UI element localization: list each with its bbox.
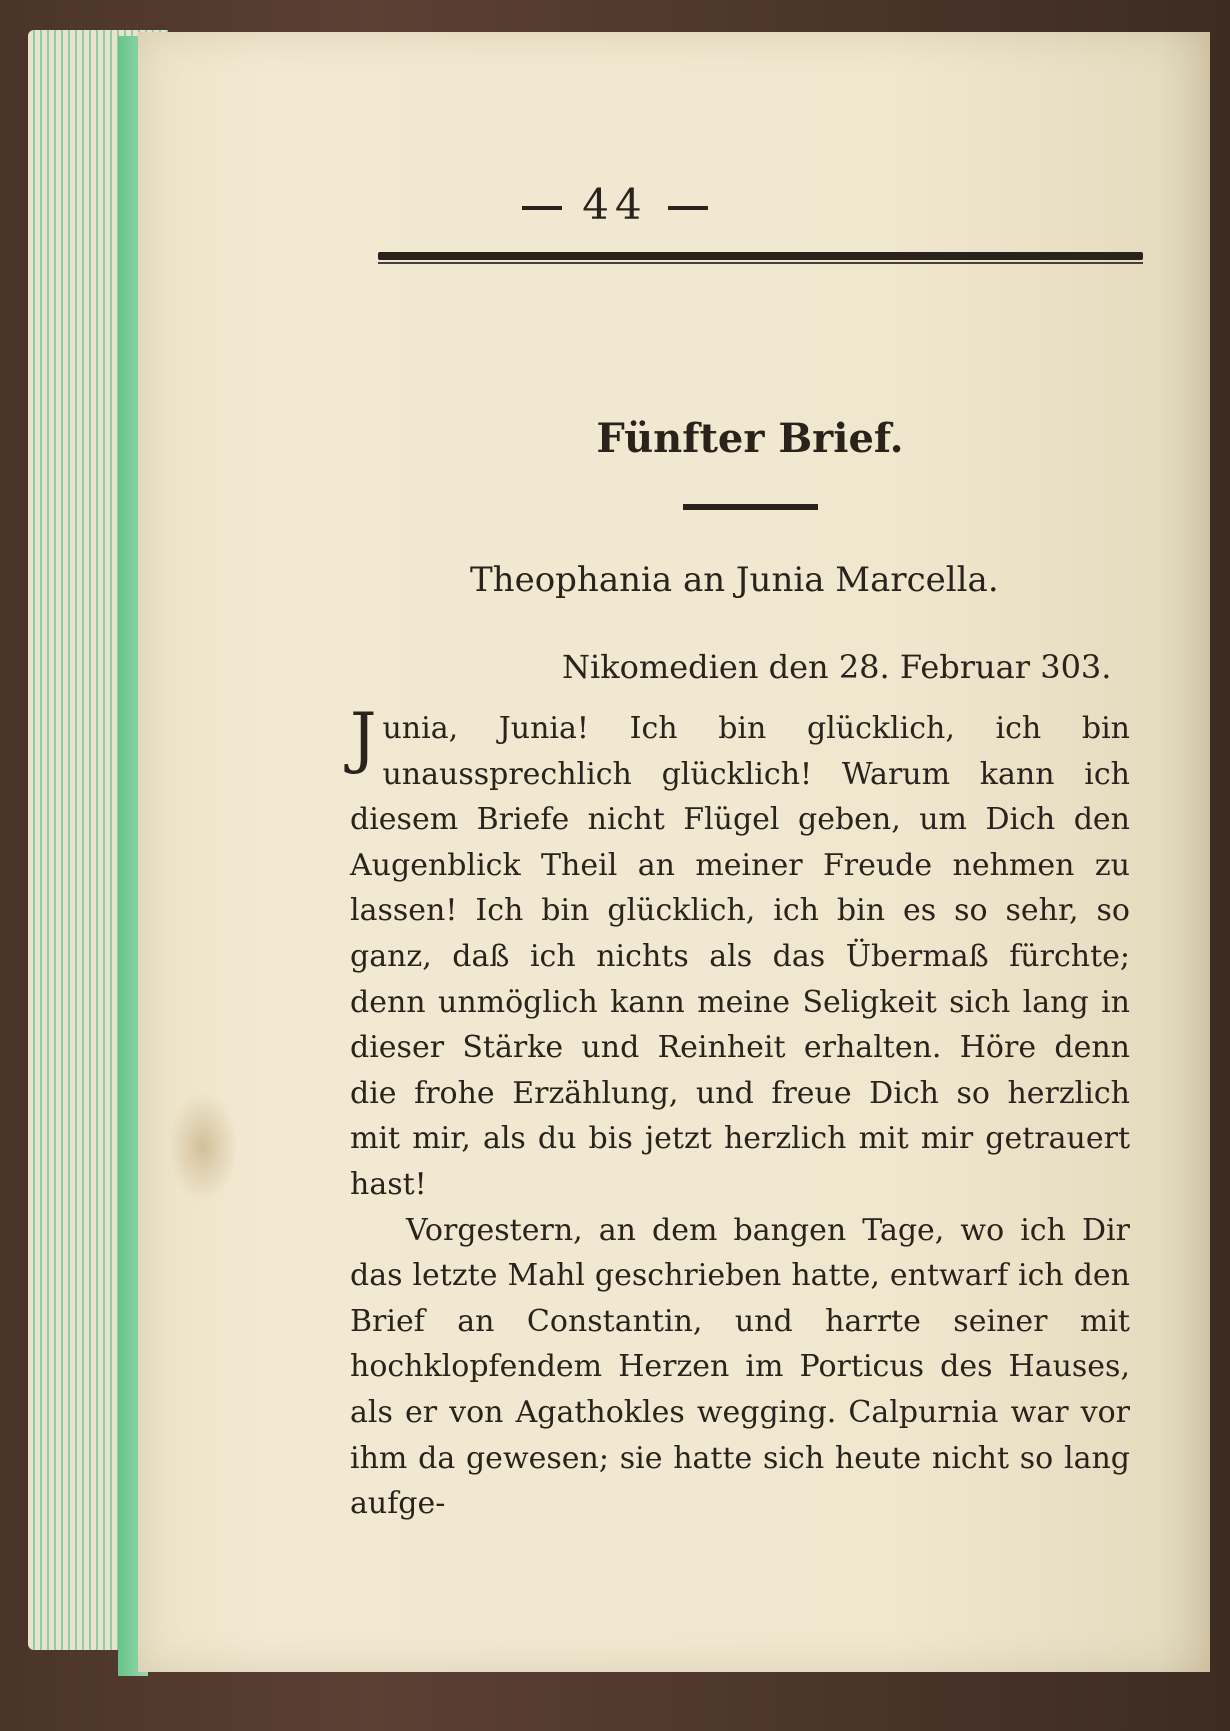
stain-mark <box>168 1092 238 1202</box>
chapter-heading: Fünfter Brief. <box>596 415 904 462</box>
header-rule-thin <box>378 262 1143 264</box>
heading-rule <box>683 504 818 510</box>
header-rule <box>378 252 1143 260</box>
dash-left <box>522 206 562 210</box>
letter-dateline: Nikomedien den 28. Februar 303. <box>562 648 1112 686</box>
paragraph-2: Vorgestern, an dem bangen Tage, wo ich Dir das letzte Mahl geschrieben hatte, entwarf ich den Brief an Constantin, und harrte seiner mit hochklopfendem Herzen im Porticus des Hauses, als er von Agathokles wegging. Calpurnia war vor ihm da gewesen; sie hatte sich heute nicht so lang aufge- <box>350 1212 1130 1522</box>
page-number <box>0 180 1230 229</box>
paragraph-1: Junia, Junia! Ich bin glücklich, ich bin unaussprechlich glücklich! Warum kann ich diesem Briefe nicht Flügel geben, um Dich den Augenblick Theil an meiner Freude nehmen zu lassen! Ich bin glücklich, ich bin es so sehr, so ganz, daß ich nichts als das Übermaß fürchte; denn unmöglich kann meine Seligkeit sich lang in dieser Stärke und Reinheit erhalten. Höre denn die frohe Erzählung, und freue Dich so herzlich mit mir, als du bis jetzt herzlich mit mir getrauert hast! <box>350 699 1130 1202</box>
letter-address: Theophania an Junia Marcella. <box>470 560 999 600</box>
page-number-value: 44 <box>582 180 648 229</box>
dash-right <box>668 206 708 210</box>
letter-body <box>350 699 1130 1527</box>
